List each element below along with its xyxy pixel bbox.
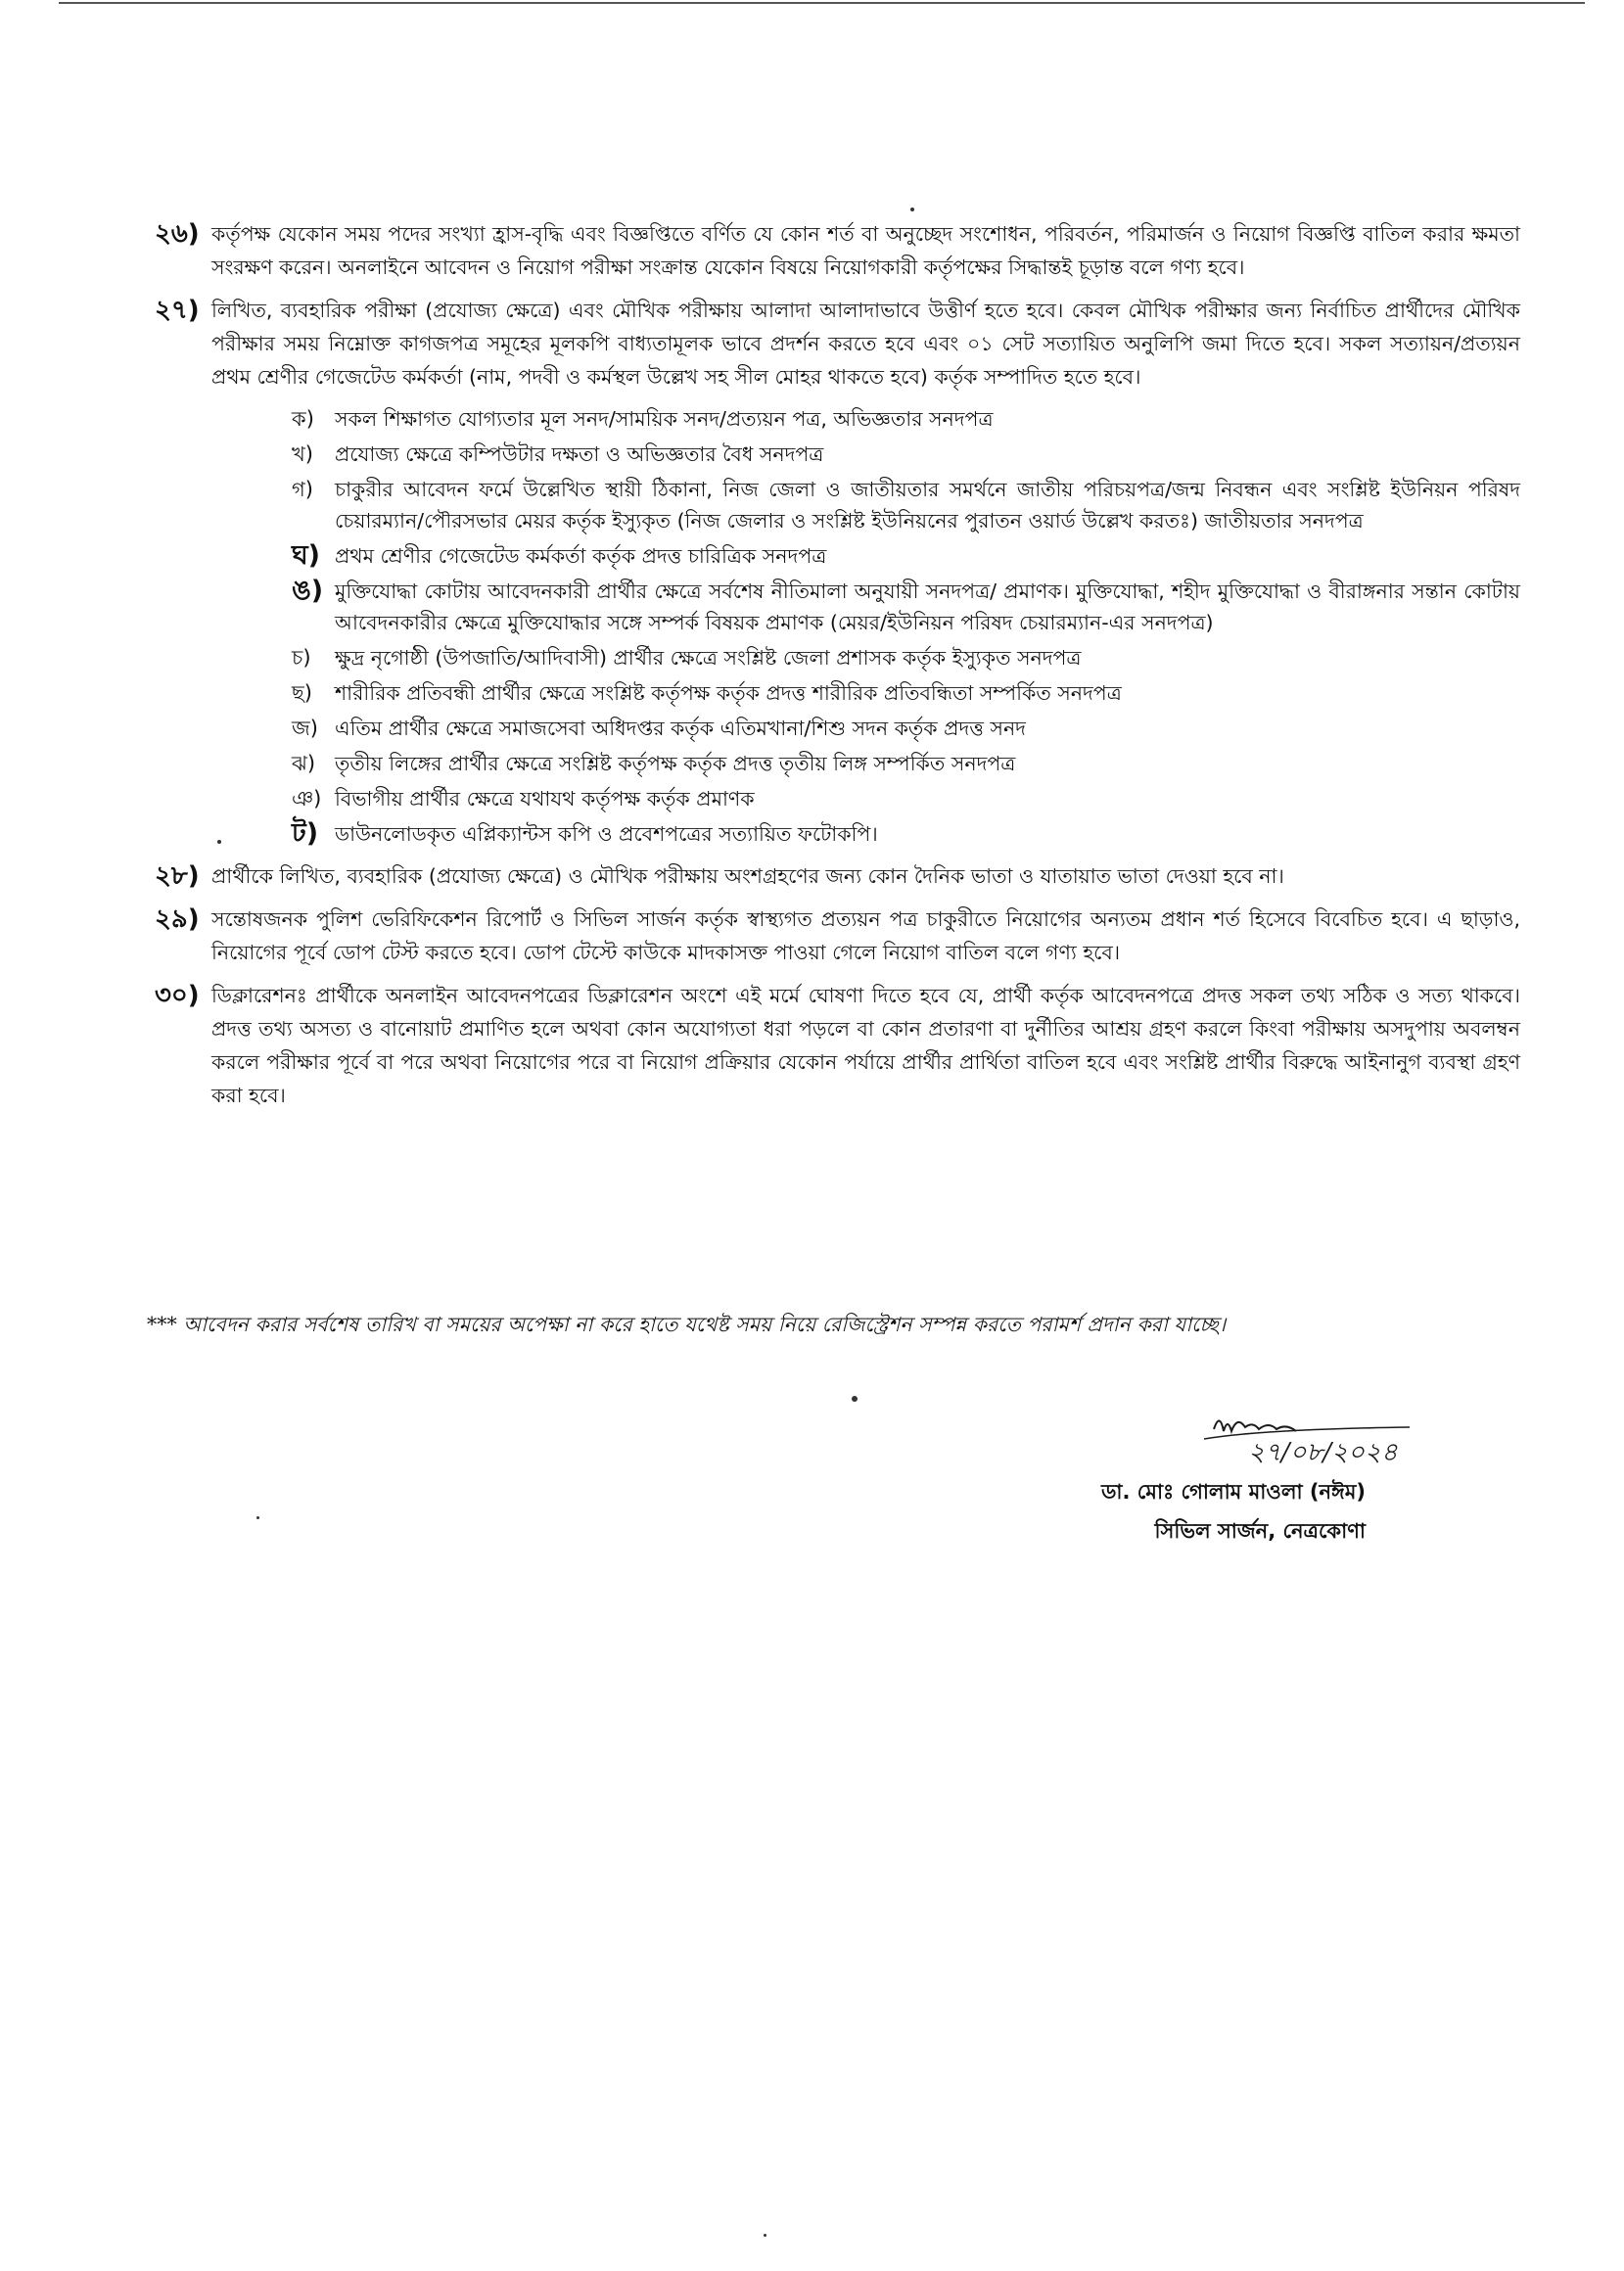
checklist-item	[292, 540, 1520, 572]
checklist-label: ক)	[292, 407, 314, 431]
clause-list	[155, 217, 1520, 1122]
clause-number: ২৬)	[155, 219, 200, 249]
checklist-label: গ)	[292, 478, 313, 501]
registration-advice-note: *** আবেদন করার সর্বশেষ তারিখ বা সময়ের অপেক্ষা না করে হাতে যথেষ্ট সময় নিয়ে রেজিস্ট্রেশন সম্পন্ন করতে পরামর্শ প্রদান করা যাচ্ছে।	[147, 1313, 1227, 1336]
scan-speck	[256, 1516, 259, 1519]
document-checklist	[292, 403, 1520, 850]
checklist-label: খ)	[292, 442, 313, 466]
svg-text:২৭/০৮/২০২৪: ২৭/০৮/২০২৪	[1248, 1438, 1398, 1467]
checklist-label: জ)	[292, 717, 318, 740]
scan-speck	[852, 1396, 858, 1402]
checklist-item	[292, 474, 1520, 536]
signature-block	[1038, 1400, 1449, 1556]
top-edge-rule	[59, 2, 1585, 4]
checklist-label: ঝ)	[292, 752, 316, 775]
clause-text: লিখিত, ব্যবহারিক পরীক্ষা (প্রযোজ্য ক্ষেত্রে) এবং মৌখিক পরীক্ষায় আলাদা আলাদাভাবে উত্তীর্ণ হতে হবে। কেবল মৌখিক পরীক্ষার জন্য নির্বাচিত প্রার্থীদের মৌখিক পরীক্ষার সময় নিম্নোক্ত কাগজপত্র সমূহের মূলকপি বাধ্যতামূলক ভাবে প্রদর্শন করতে হবে এবং ০১ সেট সত্যায়িত অনুলিপি জমা দিতে হবে। সকল সত্যায়ন/প্রত্যয়ন প্রথম শ্রেণীর গেজেটেড কর্মকর্তা (নাম, পদবী ও কর্মস্থল উল্লেখ সহ সীল মোহর থাকতে হবে) কর্তৃক সম্পাদিত হতে হবে।	[211, 299, 1520, 389]
checklist-text: ডাউনলোডকৃত এপ্লিক্যান্টস কপি ও প্রবেশপত্রের সত্যায়িত ফটোকপি।	[335, 822, 878, 846]
clause-number: ২৭)	[155, 296, 200, 325]
clause-item	[155, 903, 1520, 969]
checklist-text: শারীরিক প্রতিবন্ধী প্রার্থীর ক্ষেত্রে সংশ্লিষ্ট কর্তৃপক্ষ কর্তৃক প্রদত্ত শারীরিক প্রতিবন্ধিতা সম্পর্কিত সনদপত্র	[335, 681, 1122, 705]
checklist-label: ট)	[292, 818, 319, 849]
clause-text: কর্তৃপক্ষ যেকোন সময় পদের সংখ্যা হ্রাস-বৃদ্ধি এবং বিজ্ঞপ্তিতে বর্ণিত যে কোন শর্ত বা অনুচ্ছেদ সংশোধন, পরিবর্তন, পরিমার্জন ও নিয়োগ বিজ্ঞপ্তি বাতিল করার ক্ষমতা সংরক্ষণ করেন। অনলাইনে আবেদন ও নিয়োগ পরীক্ষা সংক্রান্ত যেকোন বিষয়ে নিয়োগকারী কর্তৃপক্ষের সিদ্ধান্তই চূড়ান্ত বলে গণ্য হবে।	[211, 222, 1520, 279]
checklist-text: এতিম প্রার্থীর ক্ষেত্রে সমাজসেবা অধিদপ্তর কর্তৃক এতিমখানা/শিশু সদন কর্তৃক প্রদত্ত সনদ	[335, 717, 1026, 740]
clause-item	[155, 859, 1520, 893]
checklist-text: প্রথম শ্রেণীর গেজেটেড কর্মকর্তা কর্তৃক প্রদত্ত চারিত্রিক সনদপত্র	[335, 544, 827, 568]
checklist-text: ক্ষুদ্র নৃগোষ্ঠী (উপজাতি/আদিবাসী) প্রার্থীর ক্ষেত্রে সংশ্লিষ্ট জেলা প্রশাসক কর্তৃক ইস্যুকৃত সনদপত্র	[335, 646, 1082, 670]
checklist-text: সকল শিক্ষাগত যোগ্যতার মূল সনদ/সাময়িক সনদ/প্রত্যয়ন পত্র, অভিজ্ঞতার সনদপত্র	[335, 407, 994, 431]
clause-text: ডিক্লারেশনঃ প্রার্থীকে অনলাইন আবেদনপত্রের ডিক্লারেশন অংশে এই মর্মে ঘোষণা দিতে হবে যে, প্রার্থী কর্তৃক আবেদনপত্রে প্রদত্ত সকল তথ্য সঠিক ও সত্য থাকবে। প্রদত্ত তথ্য অসত্য ও বানোয়াট প্রমাণিত হলে অথবা কোন অযোগ্যতা ধরা পড়লে বা কোন প্রতারণা বা দুর্নীতির আশ্রয় গ্রহণ করলে কিংবা পরীক্ষায় অসদুপায় অবলম্বন করলে পরীক্ষার পূর্বে বা পরে অথবা নিয়োগের পরে বা নিয়োগ প্রক্রিয়ার যেকোন পর্যায়ে প্রার্থীর প্রার্থিতা বাতিল হবে এবং সংশ্লিষ্ট প্রার্থীর বিরুদ্ধে আইনানুগ ব্যবস্থা গ্রহণ করা হবে।	[211, 984, 1520, 1107]
clause-number: ২৯)	[155, 904, 200, 934]
signatory-name: ডা. মোঃ গোলাম মাওলা (নঈম)	[1100, 1480, 1366, 1504]
checklist-text: বিভাগীয় প্রার্থীর ক্ষেত্রে যথাযথ কর্তৃপক্ষ কর্তৃক প্রমাণক	[335, 787, 755, 811]
checklist-item	[292, 403, 1520, 435]
checklist-label: ঞ)	[292, 787, 322, 811]
checklist-text: তৃতীয় লিঙ্গের প্রার্থীর ক্ষেত্রে সংশ্লিষ্ট কর্তৃপক্ষ কর্তৃক প্রদত্ত তৃতীয় লিঙ্গ সম্পর্কিত সনদপত্র	[335, 752, 1016, 775]
checklist-item	[292, 818, 1520, 850]
checklist-text: মুক্তিযোদ্ধা কোটায় আবেদনকারী প্রার্থীর ক্ষেত্রে সর্বশেষ নীতিমালা অনুযায়ী সনদপত্র/ প্রমাণক। মুক্তিযোদ্ধা, শহীদ মুক্তিযোদ্ধা ও বীরাঙ্গনার সন্তান কোটায় আবেদনকারীর ক্ষেত্রে মুক্তিযোদ্ধার সঙ্গে সম্পর্ক বিষয়ক প্রমাণক (মেয়র/ইউনিয়ন পরিষদ চেয়ারম্যান-এর সনদপত্র)	[335, 579, 1520, 634]
clause-item	[155, 294, 1520, 850]
checklist-label: চ)	[292, 646, 311, 670]
checklist-label: ঙ)	[292, 576, 324, 606]
checklist-label: ঘ)	[292, 540, 321, 571]
checklist-item	[292, 642, 1520, 673]
clause-text: সন্তোষজনক পুলিশ ভেরিফিকেশন রিপোর্ট ও সিভিল সার্জন কর্তৃক স্বাস্থ্যগত প্রত্যয়ন পত্র চাকুরীতে নিয়োগের অন্যতম প্রধান শর্ত হিসেবে বিবেচিত হবে। এ ছাড়াও, নিয়োগের পূর্বে ডোপ টেস্ট করতে হবে। ডোপ টেস্টে কাউকে মাদকাসক্ত পাওয়া গেলে নিয়োগ বাতিল বলে গণ্য হবে।	[211, 907, 1520, 964]
clause-text: প্রার্থীকে লিখিত, ব্যবহারিক (প্রযোজ্য ক্ষেত্রে) ও মৌখিক পরীক্ষায় অংশগ্রহণের জন্য কোন দৈনিক ভাতা ও যাতায়াত ভাতা দেওয়া হবে না।	[211, 864, 1284, 888]
checklist-item	[292, 439, 1520, 470]
scan-speck	[764, 2234, 766, 2237]
clause-number: ৩০)	[155, 981, 200, 1010]
checklist-text: প্রযোজ্য ক্ষেত্রে কম্পিউটার দক্ষতা ও অভিজ্ঞতার বৈধ সনদপত্র	[335, 442, 824, 466]
signatory-title: সিভিল সার্জন, নেত্রকোণা	[1154, 1519, 1366, 1543]
checklist-item	[292, 576, 1520, 638]
clause-number: ২৮)	[155, 861, 200, 891]
checklist-label: ছ)	[292, 681, 312, 705]
checklist-item	[292, 748, 1520, 779]
scan-speck	[910, 208, 914, 211]
clause-item	[155, 217, 1520, 284]
checklist-item	[292, 713, 1520, 744]
checklist-text: চাকুরীর আবেদন ফর্মে উল্লেখিত স্থায়ী ঠিকানা, নিজ জেলা ও জাতীয়তার সমর্থনে জাতীয় পরিচয়পত্র/জন্ম নিবন্ধন এবং সংশ্লিষ্ট ইউনিয়ন পরিষদ চেয়ারম্যান/পৌরসভার মেয়র কর্তৃক ইস্যুকৃত (নিজ জেলার ও সংশ্লিষ্ট ইউনিয়নের পুরাতন ওয়ার্ড উল্লেখ করতঃ) জাতীয়তার সনদপত্র	[335, 478, 1520, 533]
checklist-item	[292, 783, 1520, 814]
clause-item	[155, 979, 1520, 1112]
checklist-item	[292, 677, 1520, 709]
handwritten-signature	[1175, 1400, 1459, 1468]
